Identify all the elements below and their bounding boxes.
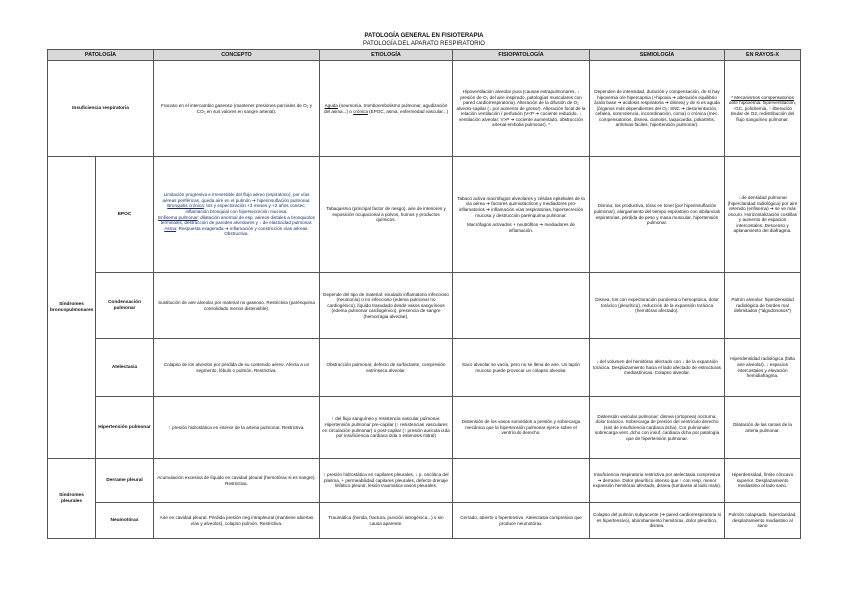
rayos-mecanismos-text: ante hipoxemia: hiperventilación, ↑GC, policitemia, ↑ liberación tisular de O2, redistribución del flujo sanguíneo pulmonar.: [729, 100, 796, 122]
cell-rayos: Dilatación de las ramas de la arteria pulmonar.: [725, 397, 801, 459]
enfisema-text: : dilatación anormal de esp. aéreos distales a bronquiolos terminales, destrucción de paredes alveolares y ↓ de elasticidad pulmonar.: [160, 214, 315, 226]
pathology-name: Hipertensión pulmonar: [96, 397, 154, 459]
row-epoc: [48, 157, 801, 273]
etiologia-aguda-text: (neumonía, tromboembolismo pulmonar, agudización del asma...) o: [323, 102, 448, 114]
header-fisiopatologia: FISIOPATOLOGÍA: [453, 50, 590, 61]
cell-concepto: Sustitución de aire alveolar por material no gaseoso. Restrictiva (parénquima consolidado menos distensible).: [154, 273, 320, 339]
header-patologia: PATOLOGÍA: [48, 50, 154, 61]
pathology-name: Derrame pleural: [96, 459, 154, 503]
cell-fisiopatologia: [453, 273, 590, 339]
cell-rayos: [725, 61, 801, 157]
row-derrame: [48, 459, 801, 503]
cell-concepto: Fracaso en el intercambio gaseoso (mantener presiones parciales de O₂ y CO₂ en sus valores en sangre arterial).: [154, 61, 320, 157]
cell-etiologia: Depende del tipo de material: exudado inflamatorio infeccioso (neumonía) o no infeccioso (edema pulmonar no cardiogénico), líquido trasudado desde vasos sanguíneos (edema pulmonar cardiogénico), presencia de sangre (hemorragia alveolar).: [320, 273, 453, 339]
rayos-mecanismos-label: * Mecanismos compensatorios: [731, 94, 794, 100]
pathology-name: Neumotórax: [96, 503, 154, 539]
epoc-fisio-1: Tabaco activa macrófagos alveolares y células epiteliales de la vía aérea ➔ factores quimiotácticos y mediadores pro-inflamatorios ➔ inflamación vías respiratorias, hipersecreción mucosa y destrucción parénquima pulmonar.: [457, 195, 585, 218]
pathology-name: EPOC: [96, 157, 154, 273]
bronquitis-label: Bronquitis crónica: [167, 203, 204, 209]
bronquitis-text: : tos y expectoración +3 meses y +2 años consec; inflamación bronquial con hipersecreción mucosa.: [185, 203, 306, 214]
cell-concepto: Aire en cavidad pleural. Pérdida presión neg intrapleural (mantiene abiertas vías y alveolos), colapso pulmón. Restrictiva.: [154, 503, 320, 539]
cell-concepto: Colapso de los alveolos por pérdida de su contenido aéreo. Afecta a un segmento, lóbulo o pulmón. Restrictiva.: [154, 339, 320, 397]
cell-concepto: Acumulación excesiva de líquido en cavidad pleural (hemotórax si es sangre). Restrictiva.: [154, 459, 320, 503]
cell-semiologia: Dependen de intensidad, duración y compensación, de si hay hipoxemia o/e hipercapnia (+hipoxia ➔ alteración equilibrio ácido base ➔ acidosis respiratoria ➔ disnea) y de si es aguda (órganos más dependientes del O₂: SNC ➔ desorientación, cefalea, somnolencia, incoordinación, coma) o crónica (mec. compensatorios, disnea, cianosis, taquicardia, poliartritis, arritmias fáciles, hipertensión pulmonar).: [590, 61, 725, 157]
etiologia-cronica-label: crónica: [353, 108, 368, 114]
group-pleurales: Síndromes pleurales: [48, 459, 96, 539]
cell-rayos: Hiperdensidad radiológica (falta aire alveolar), ↓ espacios intercostales y elevación hemidiafragma.: [725, 339, 801, 397]
document-title: PATOLOGÍA GENERAL EN FISIOTERAPIA: [364, 33, 484, 39]
cell-fisiopatologia: [453, 459, 590, 503]
etiologia-aguda-label: Aguda: [324, 102, 338, 108]
cell-fisiopatologia: Hipoventilación alveolar pura (causas extrapulmonares, ↓ presión de O₂ del aire inspirado, patologías musculares con pared cardiorrespiratoria). Alteración de la difusión de O₂ alveolo-capilar (↓ por aumento de grosor). Alteración focal de la relación ventilación / perfusión (V<P ➔ cociente reducido, ↓ ventilación alveolar; V>P ➔ cociente aumentado, obstrucción arterial-embolia pulmonar). *: [453, 61, 590, 157]
cell-rayos: Pulmón colapsado, hiperclaridad, desplazamiento mediastino al sano: [725, 503, 801, 539]
cell-fisiopatologia: Distensión de los vasos sometidos a presión y sobrecarga mecánica que la hipertensión pulmonar ejerce sobre el ventrículo derecho.: [453, 397, 590, 459]
asma-text: : Respuesta exagerada ➔ inflamación y constricción vías aéreas. Obstructiva.: [176, 225, 309, 237]
row-condensacion: [48, 273, 801, 339]
header-semiologia: SEMIOLOGÍA: [590, 50, 725, 61]
cell-fisiopatologia: Cerrado, abierto o hipertensivo. Atelectasia compresiva que produce neumotórax.: [453, 503, 590, 539]
cell-rayos: ↓ de densidad pulmonar (hiperclaridad radiológica) por aire retenido (enfisema) ➔ se ve más oscuro. Horizontalización costillas y aumento de espacios intercostales. Descenso y aplanamiento del diafragma.: [725, 157, 801, 273]
cell-etiologia: Obstrucción pulmonar, defecto de surfactante, compresión extrínseca alveolar.: [320, 339, 453, 397]
header-concepto: CONCEPTO: [154, 50, 320, 61]
cell-etiologia: Traumática (herida, fractura, punción iatrogénica...) o sin causa aparente.: [320, 503, 453, 539]
cell-fisiopatologia: [453, 157, 590, 273]
cell-semiologia: Disnea, tos con expectoración purulenta o hemoptoica, dolor torácico (pleurítico), reducción de la expansión torácica (hemitórax afectado).: [590, 273, 725, 339]
cell-fisiopatologia: Saco alveolar se vacía, pero no se llena de aire. Un tapón mucoso puede provocar un colapso alveolar.: [453, 339, 590, 397]
header-rayos: EN RAYOS-X: [725, 50, 801, 61]
pathology-table: [47, 49, 801, 539]
etiologia-cronica-text: (EPOC, asma, enfermedad vascular...): [367, 108, 449, 114]
cell-etiologia: ↑ presión hidrostática en capilares pleurales, ↓ p. oncótica del plasma, + permeabilidad capilares pleurales, defecto drenaje linfático pleural, lesión traumática vasos pleurales.: [320, 459, 453, 503]
epoc-concepto-intro: Limitación progresiva e irreversible del flujo aéreo (espiratorio), por vías aéreas periféricas, queda aire en el pulmón ➔ hiperinsuflación pulmonar.: [162, 192, 311, 203]
cell-concepto: [154, 157, 320, 273]
group-broncopulmonares: Síndromes broncopulmonares: [48, 157, 96, 459]
cell-rayos: Hiperdensidad, límite cóncavo superior. Desplazamiento mediastino al lado sano.: [725, 459, 801, 503]
row-neumotorax: [48, 503, 801, 539]
pathology-name: Insuficiencia respiratoria: [48, 61, 154, 157]
cell-semiologia: ↓ del volumen del hemitórax afectado con ↓ de la expansión torácica. Desplazamiento hacia el lado afectado de estructuras mediastínicas. Colapso alveolar.: [590, 339, 725, 397]
row-hipertension: [48, 397, 801, 459]
cell-etiologia: [320, 61, 453, 157]
row-insuficiencia: [48, 61, 801, 157]
cell-etiologia: Tabaquismo (principal factor de riesgo), aire de interiores y exposición ocupacional a polvos, humos y productos químicos.: [320, 157, 453, 273]
cell-semiologia: Distensión vascular pulmonar: disnea (ortopnea) nocturna, dolor torácico. Sobrecarga de presión del ventrículo derecho (sint de insuficiencia cardiaca dcha). Cor pulmonale: sobrecarga vent. dcho con insuf. cardiaca dcha por patología que de hipertensión pulmonar.: [590, 397, 725, 459]
header-row: [48, 50, 801, 61]
pathology-name: Atelectasia: [96, 339, 154, 397]
cell-semiologia: Insuficiencia respiratoria restrictiva por atelectasia compresiva ➔ derrame. Dolor pleurítico intenso que ↑ con resp, menor expansión hemitórax afectado, disnea (tumbarse al lado malo).: [590, 459, 725, 503]
document-subtitle: PATOLOGÍA DEL APARATO RESPIRATORIO: [363, 41, 485, 47]
cell-semiologia: Colapso del pulmón subyacente (➔ pared cardiorrespiratoria si es hipertensivo), abombamiento hemitórax, dolor pleurítico, disnea.: [590, 503, 725, 539]
cell-etiologia: ↑ del flujo sanguíneo y resistencia vascular pulmonar. Hipertensión pulmonar pre-capilar (↑ resistencias vasculares en circulación pulmonar) o post-capilar (↑ presión auricula izda por insuficiencia cardiaca izda o estenosis mitral): [320, 397, 453, 459]
enfisema-label: Enfisema pulmonar: [158, 214, 198, 220]
cell-rayos: Patrón alveolar: hiperdensidad radiológica de bordes mal delimitados ("algodonosos"): [725, 273, 801, 339]
row-atelectasia: [48, 339, 801, 397]
pathology-name: Condensación pulmonar: [96, 273, 154, 339]
header-etiologia: ETIOLOGÍA: [320, 50, 453, 61]
asma-label: Asma: [164, 225, 177, 231]
cell-concepto: ↑ presión hidrostática en interior de la arteria pulmonar. Restrictiva.: [154, 397, 320, 459]
cell-semiologia: Disnea, tos productiva, tórax en tonel (por hiperinsuflación pulmonar), alargamiento del tiempo espiratorio con sibilancias espiratorias, pérdida de peso y masa muscular, hipertensión pulmonar.: [590, 157, 725, 273]
epoc-fisio-2: Macrófagos activados + neutrófilos ➔ mediadores de inflamación.: [467, 222, 575, 233]
